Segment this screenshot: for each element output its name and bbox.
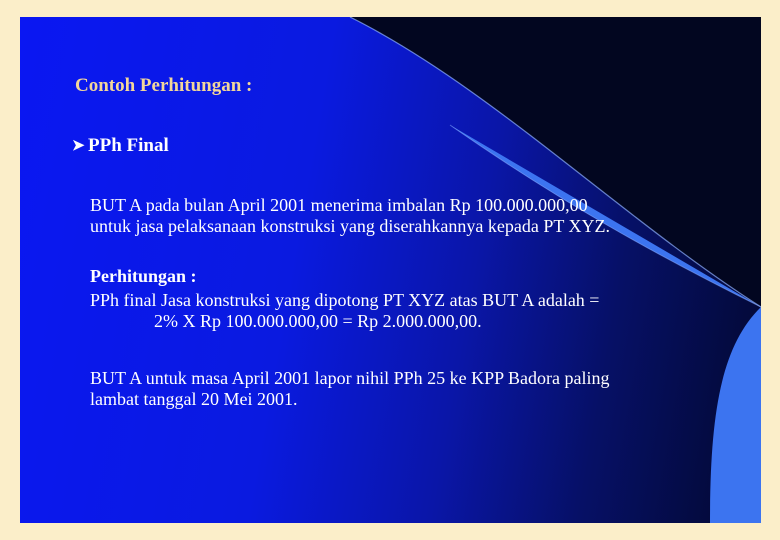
calc-result-line: 2% X Rp 100.000.000,00 = Rp 2.000.000,00. (154, 311, 482, 331)
section-heading-label: PPh Final (88, 135, 169, 156)
calc-paragraph (90, 290, 599, 332)
paragraph-line: lambat tanggal 20 Mei 2001. (90, 389, 298, 409)
slide (20, 17, 761, 523)
slide-title: Contoh Perhitungan : (75, 75, 253, 96)
paragraph-example (90, 195, 610, 237)
calc-line: PPh final Jasa konstruksi yang dipotong PT XYZ atas BUT A adalah = (90, 290, 600, 310)
calc-heading: Perhitungan : (90, 266, 197, 286)
paragraph-line: BUT A pada bulan April 2001 menerima imbalan Rp 100.000.000,00 (90, 195, 588, 215)
paragraph-line: BUT A untuk masa April 2001 lapor nihil PPh 25 ke KPP Badora paling (90, 368, 610, 388)
section-heading (72, 135, 169, 157)
paragraph-line: untuk jasa pelaksanaan konstruksi yang diserahkannya kepada PT XYZ. (90, 216, 611, 236)
paragraph-report (90, 368, 610, 410)
arrow-bullet-icon: ➤ (72, 138, 85, 154)
